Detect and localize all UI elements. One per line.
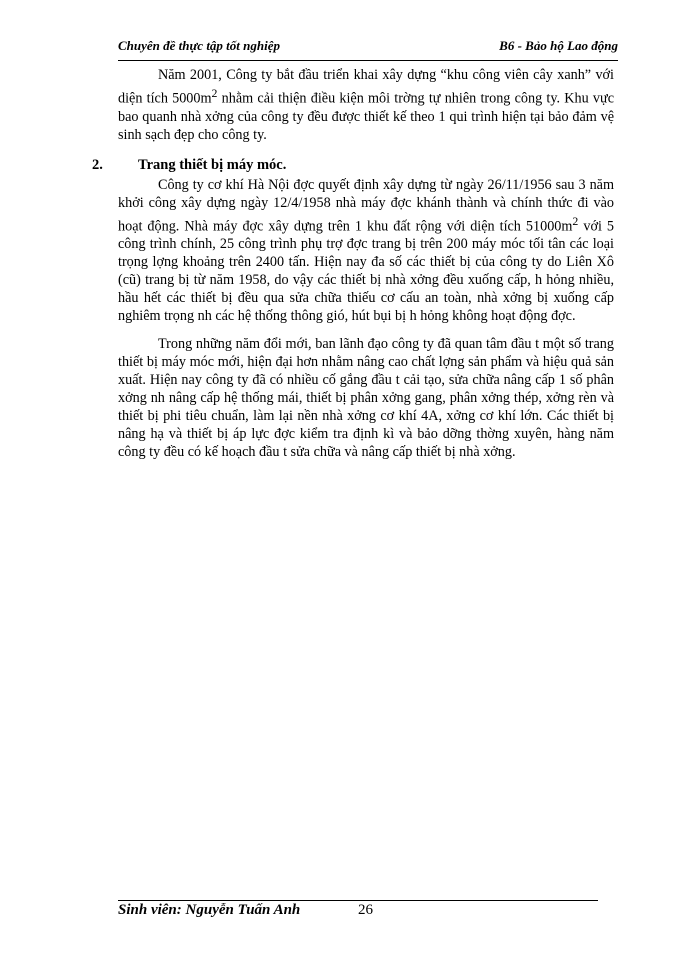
paragraph-1-text-b: nhằm cải thiện điều kiện môi trờng tự nhiên trong công ty. Khu vực bao quanh nhà xởng của công ty đều được thiết kế theo 1 qui trình hiện tại bảo đảm vệ sinh sạch đẹp cho công ty. xyxy=(118,90,614,143)
paragraph-2-text-a: Công ty cơ khí Hà Nội đợc quyết định xây dựng từ ngày 26/11/1956 sau 3 năm khởi công xây dựng ngày 12/4/1958 nhà máy đợc khánh thành và chính thức đi vào hoạt động. Nhà máy đợc xây dựng trên 1 khu đất rộng với diện tích 51000m xyxy=(118,176,614,235)
page-number: 26 xyxy=(358,902,373,918)
paragraph-spacer xyxy=(118,325,614,335)
paragraph-2-superscript: 2 xyxy=(572,213,579,228)
paragraph-1-text-a: Năm 2001, Công ty bắt đầu triển khai xây dựng “khu công viên cây xanh” với diện tích 5000m xyxy=(118,67,614,107)
section-heading xyxy=(92,156,614,174)
page-header xyxy=(118,38,618,58)
header-right-title: B6 - Bảo hộ Lao động xyxy=(499,38,618,53)
section-number: 2. xyxy=(92,156,103,173)
header-divider xyxy=(118,60,618,61)
paragraph-2-text-b: với 5 công trình chính, 25 công trình phụ trợ đợc trang bị trên 200 máy móc tối tân các loại trọng lợng khoảng trên 2400 tấn. Hiện nay đa số các thiết bị của công ty do Liên Xô (cũ) trang bị từ năm 1958, do vậy các thiết bị nhà xởng đều xuống cấp, h hỏng nhiều, hầu hết các thiết bị đều qua sửa chữa thiếu cơ cấu an toàn, nhà xởng bị xuống cấp nghiêm trọng nh các hệ thống thông gió, hút bụi bị h hỏng không hoạt động đợc. xyxy=(118,218,614,325)
footer-student-name: Sinh viên: Nguyễn Tuấn Anh xyxy=(118,902,301,918)
section-title: Trang thiết bị máy móc. xyxy=(138,156,287,173)
paragraph-2 xyxy=(118,176,614,326)
footer-divider xyxy=(118,900,598,901)
paragraph-1-superscript: 2 xyxy=(211,86,218,100)
page-body xyxy=(92,66,614,461)
paragraph-1 xyxy=(118,66,614,144)
paragraph-3: Trong những năm đổi mới, ban lãnh đạo công ty đã quan tâm đầu t một số trang thiết bị máy móc mới, hiện đại hơn nhằm nâng cao chất lợng sản phẩm và hiệu quả sản xuất. Hiện nay công ty đã có nhiều cố gắng đầu t cải tạo, sửa chữa nâng cấp 1 số phân xởng nh nâng cấp hệ thống mái, thiết bị phân xởng gang, phân xởng thép, xởng rèn và thiết bị phi tiêu chuẩn, làm lại nền nhà xởng cơ khí 4A, xởng cơ khí lớn. Các thiết bị nâng hạ và thiết bị áp lực đợc kiểm tra định kì và bảo dỡng thờng xuyên, hàng năm công ty đều có kế hoạch đầu t sửa chữa và nâng cấp thiết bị nhà xởng. xyxy=(118,336,614,461)
header-left-title: Chuyên đề thực tập tốt nghiệp xyxy=(118,38,280,53)
